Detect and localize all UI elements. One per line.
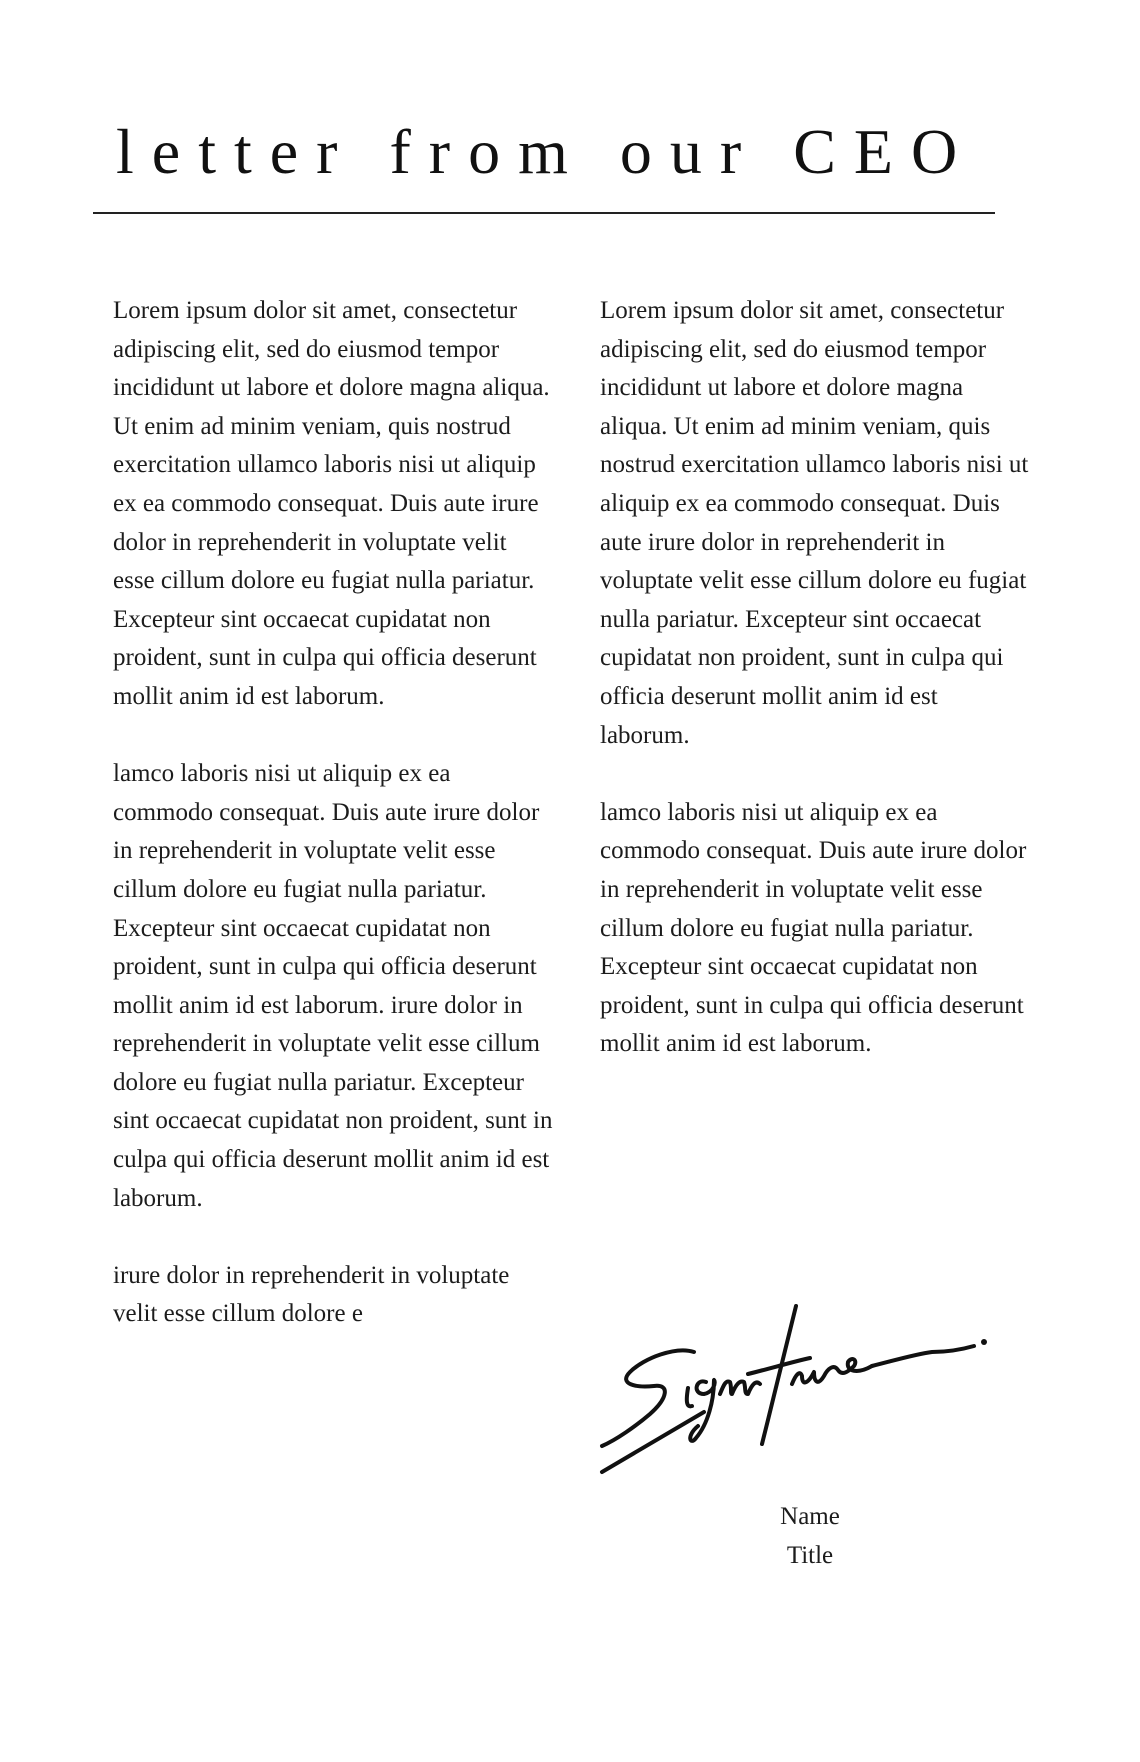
body-paragraph: lamco laboris nisi ut aliquip ex ea commodo consequat. Duis aute irure dolor in reprehenderit in voluptate velit esse cillum dolore eu fugiat nulla pariatur. Excepteur sint occaecat cupidatat non proident, sunt in culpa qui officia deserunt mollit anim id est laborum. irure dolor in reprehenderit in voluptate velit esse cillum dolore eu fugiat nulla pariatur. Excepteur sint occaecat cupidatat non proident, sunt in culpa qui officia deserunt mollit anim id est laborum.: [113, 760, 553, 1212]
body-paragraph: Lorem ipsum dolor sit amet, consectetur adipiscing elit, sed do eiusmod tempor incididunt ut labore et dolore magna aliqua. Ut enim ad minim veniam, quis nostrud exercitation ullamco laboris nisi ut aliquip ex ea commodo consequat. Duis aute irure dolor in reprehenderit in voluptate velit esse cillum dolore eu fugiat nulla pariatur. Excepteur sint occaecat cupidatat non proident, sunt in culpa qui officia deserunt mollit anim id est laborum.: [600, 297, 1029, 749]
handwritten-signature: [596, 1296, 1056, 1482]
title-divider: [93, 212, 995, 214]
signer-name: Name: [780, 1503, 840, 1530]
body-paragraph: irure dolor in reprehenderit in voluptate velit esse cillum dolore e: [113, 1261, 510, 1328]
body-paragraph: Lorem ipsum dolor sit amet, consectetur adipiscing elit, sed do eiusmod tempor incididunt ut labore et dolore magna aliqua. Ut enim ad minim veniam, quis nostrud exercitation ullamco laboris nisi ut aliquip ex ea commodo consequat. Duis aute irure dolor in reprehenderit in voluptate velit esse cillum dolore eu fugiat nulla pariatur. Excepteur sint occaecat cupidatat non proident, sunt in culpa qui officia deserunt mollit anim id est laborum.: [113, 297, 550, 710]
page-title: letter from our CEO: [116, 116, 976, 187]
right-column: [600, 292, 1030, 1064]
signer-title: Title: [786, 1541, 834, 1569]
body-paragraph: lamco laboris nisi ut aliquip ex ea commodo consequat. Duis aute irure dolor in reprehenderit in voluptate velit esse cillum dolore eu fugiat nulla pariatur. Excepteur sint occaecat cupidatat non proident, sunt in culpa qui officia deserunt mollit anim id est laborum.: [600, 798, 1027, 1058]
signer-block: [700, 1498, 920, 1575]
left-column: [113, 292, 553, 1334]
